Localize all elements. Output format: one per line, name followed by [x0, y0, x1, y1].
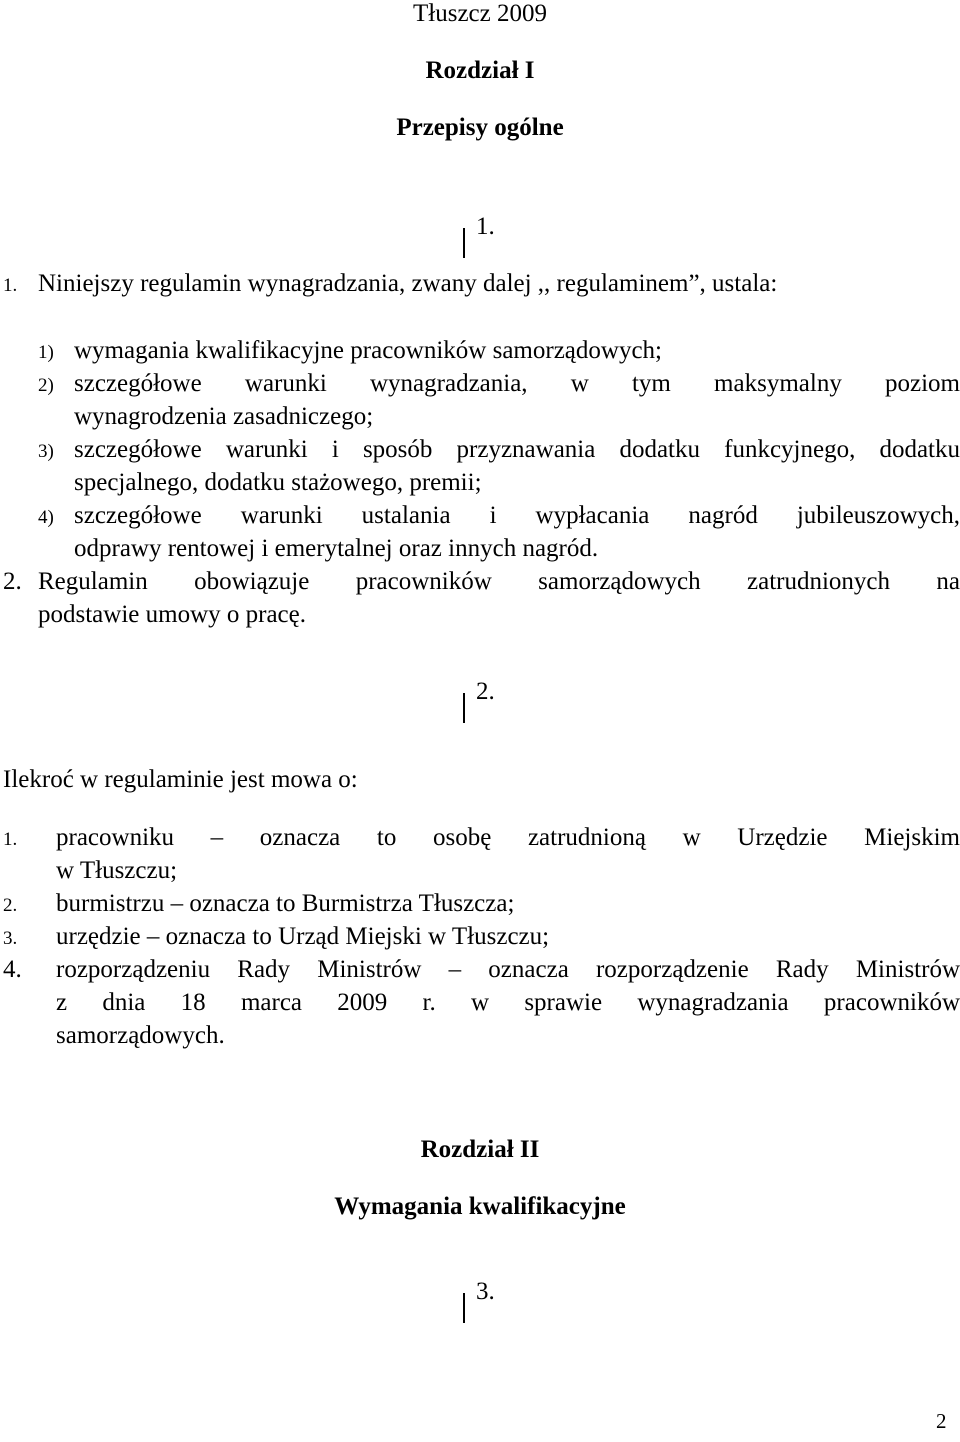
item-number: 3.: [3, 928, 18, 949]
paragraph-number: 3.: [476, 1278, 495, 1305]
subitem-number: 4): [38, 507, 54, 528]
paragraph-number: 1.: [476, 213, 495, 240]
item-text: pracowniku – oznacza to osobę zatrudnioną w Urzędzie Miejskim: [56, 824, 960, 851]
item-text: rozporządzeniu Rady Ministrów – oznacza rozporządzenie Rady Ministrów: [56, 956, 960, 983]
item-number: 2.: [3, 895, 18, 916]
item-number: 2.: [3, 568, 22, 595]
item-text: samorządowych.: [56, 1022, 225, 1049]
subitem-number: 3): [38, 441, 54, 462]
page-number: 2: [936, 1409, 947, 1433]
item-text: urzędzie – oznacza to Urząd Miejski w Tłuszczu;: [56, 923, 550, 950]
paragraph-marker: [461, 210, 495, 243]
item-text: Niniejszy regulamin wynagradzania, zwany dalej ,, regulaminem”, ustala:: [38, 270, 778, 297]
subitem-text: odprawy rentowej i emerytalnej oraz innych nagród.: [74, 535, 599, 562]
intro-text: Ilekroć w regulaminie jest mowa o:: [3, 766, 358, 793]
item-text: Regulamin obowiązuje pracowników samorządowych zatrudnionych na: [38, 568, 960, 595]
subitem-text: specjalnego, dodatku stażowego, premii;: [74, 469, 482, 496]
item-text: burmistrzu – oznacza to Burmistrza Tłuszcza;: [56, 890, 515, 917]
subitem-text: szczegółowe warunki wynagradzania, w tym maksymalny poziom: [74, 370, 960, 397]
paragraph-number: 2.: [476, 678, 495, 705]
chapter-heading: Rozdział II: [420, 1136, 540, 1163]
subitem-text: wymagania kwalifikacyjne pracowników samorządowych;: [74, 337, 662, 364]
subitem-text: szczegółowe warunki i sposób przyznawania dodatku funkcyjnego, dodatku: [74, 436, 960, 463]
subitem-text: szczegółowe warunki ustalania i wypłacania nagród jubileuszowych,: [74, 502, 960, 529]
chapter-heading: Rozdział I: [425, 57, 535, 84]
item-text: podstawie umowy o pracę.: [38, 601, 306, 628]
item-number: 1.: [3, 275, 18, 296]
item-number: 4.: [3, 956, 22, 983]
document-title: Tłuszcz 2009: [413, 0, 547, 27]
paragraph-marker: [461, 675, 495, 708]
paragraph-marker: [461, 1275, 495, 1308]
item-text: w Tłuszczu;: [56, 857, 178, 884]
item-number: 1.: [3, 829, 18, 850]
item-text: z dnia 18 marca 2009 r. w sprawie wynagradzania pracowników: [56, 989, 960, 1016]
chapter-subheading: Wymagania kwalifikacyjne: [334, 1193, 626, 1220]
subitem-number: 2): [38, 375, 54, 396]
subitem-text: wynagrodzenia zasadniczego;: [74, 403, 374, 430]
chapter-subheading: Przepisy ogólne: [396, 114, 564, 141]
subitem-number: 1): [38, 342, 54, 363]
